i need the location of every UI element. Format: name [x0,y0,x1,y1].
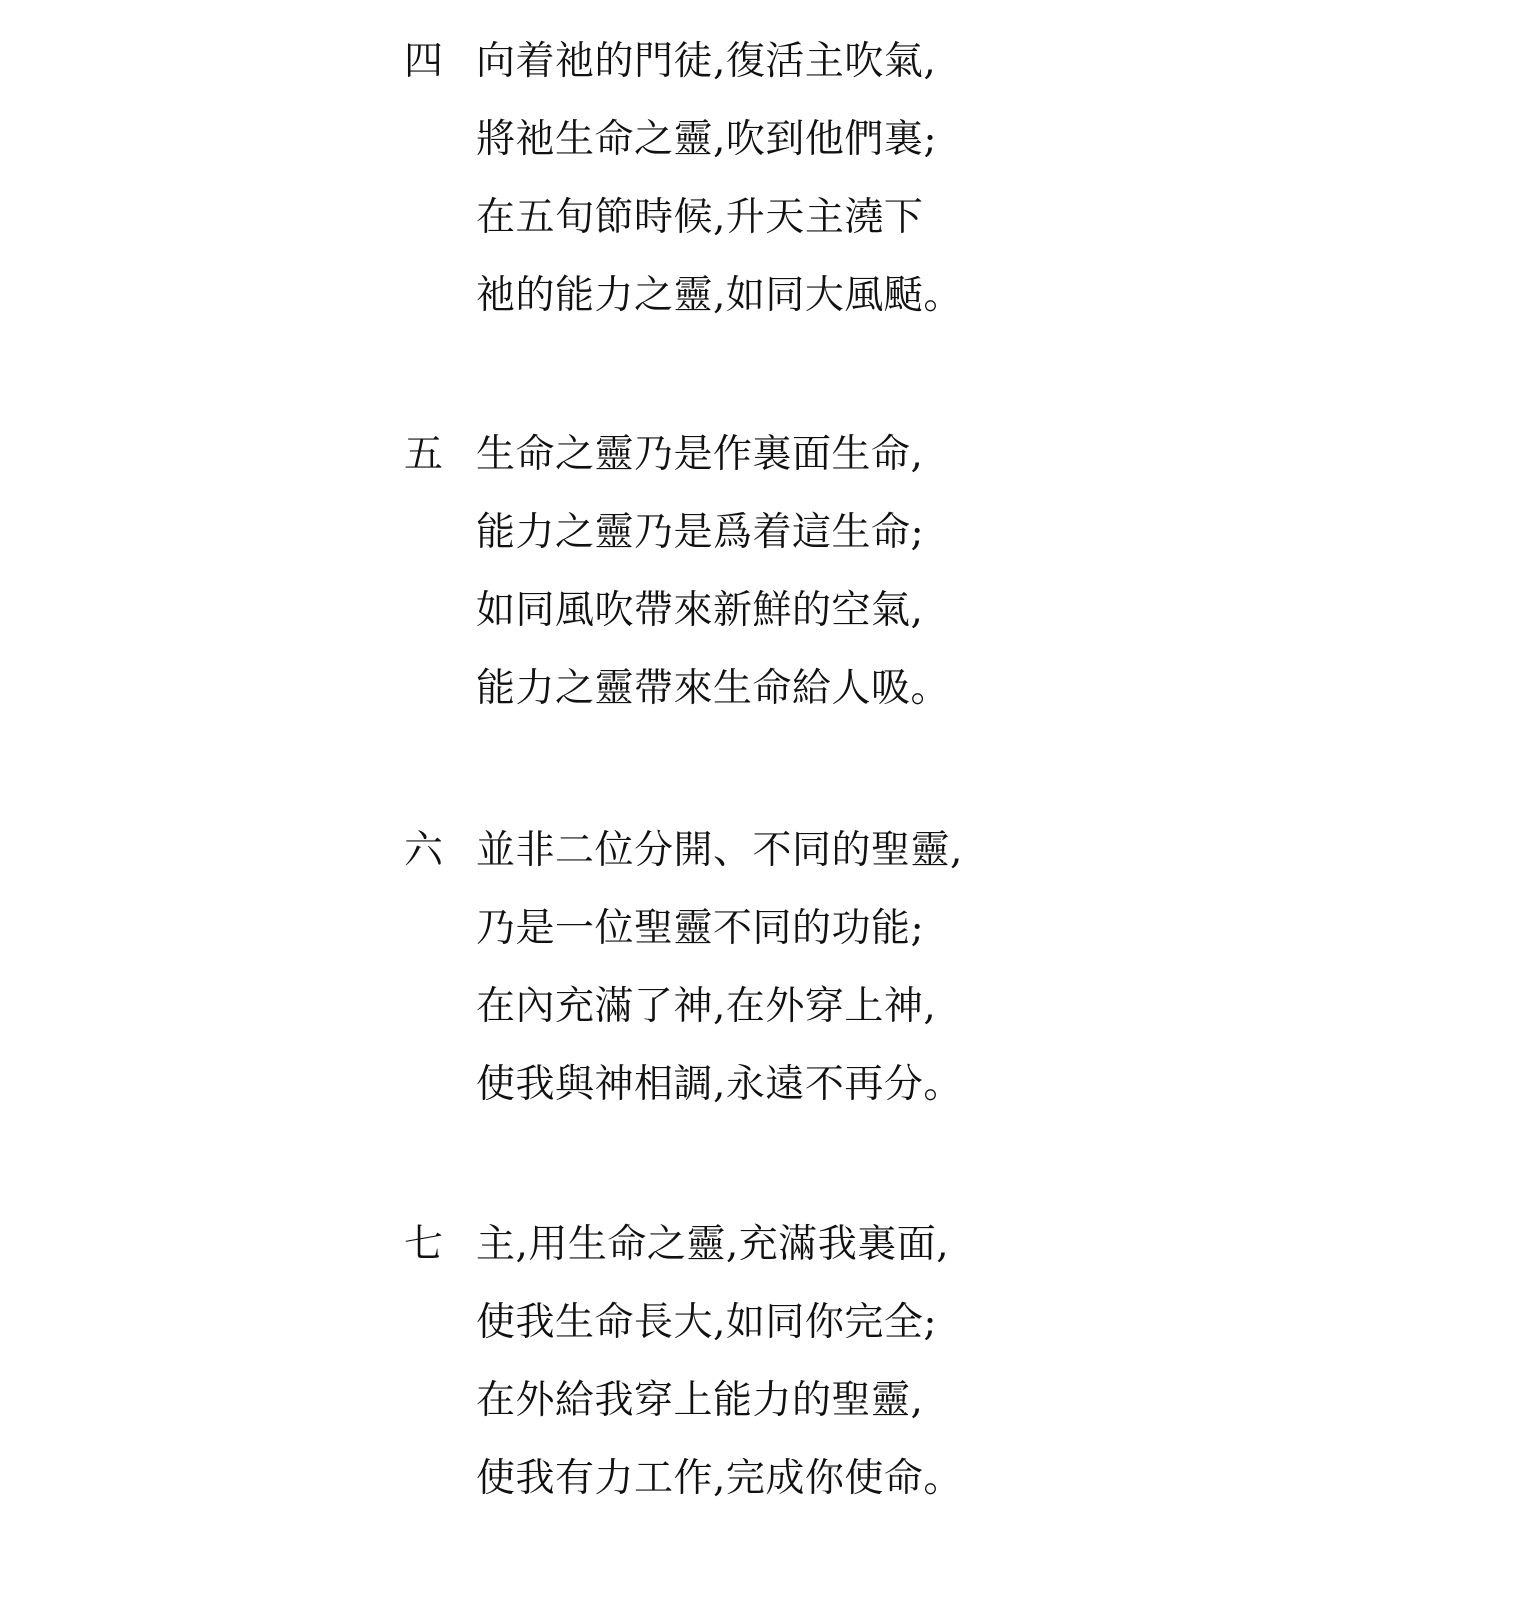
stanza-number: 六 [404,828,444,873]
stanza-line: 將祂生命之靈,吹到他們裏; [476,117,938,162]
stanza-line: 並非二位分開、不同的聖靈, [476,828,963,873]
stanza-line: 在內充滿了神,在外穿上神, [476,984,937,1029]
stanza-number: 七 [404,1222,444,1267]
stanza-line: 如同風吹帶來新鮮的空氣, [476,588,924,633]
stanza-line: 生命之靈乃是作裏面生命, [476,432,924,477]
stanza-line: 能力之靈乃是爲着這生命; [476,510,925,555]
stanza-line: 使我有力工作,完成你使命。 [476,1456,963,1501]
stanza-lines [476,812,1036,1124]
stanza-line: 使我生命長大,如同你完全; [476,1300,938,1345]
stanza-line: 向着祂的門徒,復活主吹氣, [476,39,937,84]
stanza-lines [476,1206,1036,1518]
stanza-line: 在外給我穿上能力的聖靈, [476,1378,924,1423]
stanza-number: 五 [404,432,444,477]
stanza-line: 主,用生命之靈,充滿我裏面, [476,1222,950,1267]
stanza-line: 使我與神相調,永遠不再分。 [476,1062,963,1107]
stanza-line: 在五旬節時候,升天主澆下 [476,195,924,240]
stanza-number: 四 [404,39,444,84]
stanza-lines [476,23,1036,335]
stanza-line: 祂的能力之靈,如同大風颳。 [476,273,963,318]
stanza-lines [476,416,1036,728]
stanza-line: 乃是一位聖靈不同的功能; [476,906,925,951]
stanza-line: 能力之靈帶來生命給人吸。 [476,666,951,711]
